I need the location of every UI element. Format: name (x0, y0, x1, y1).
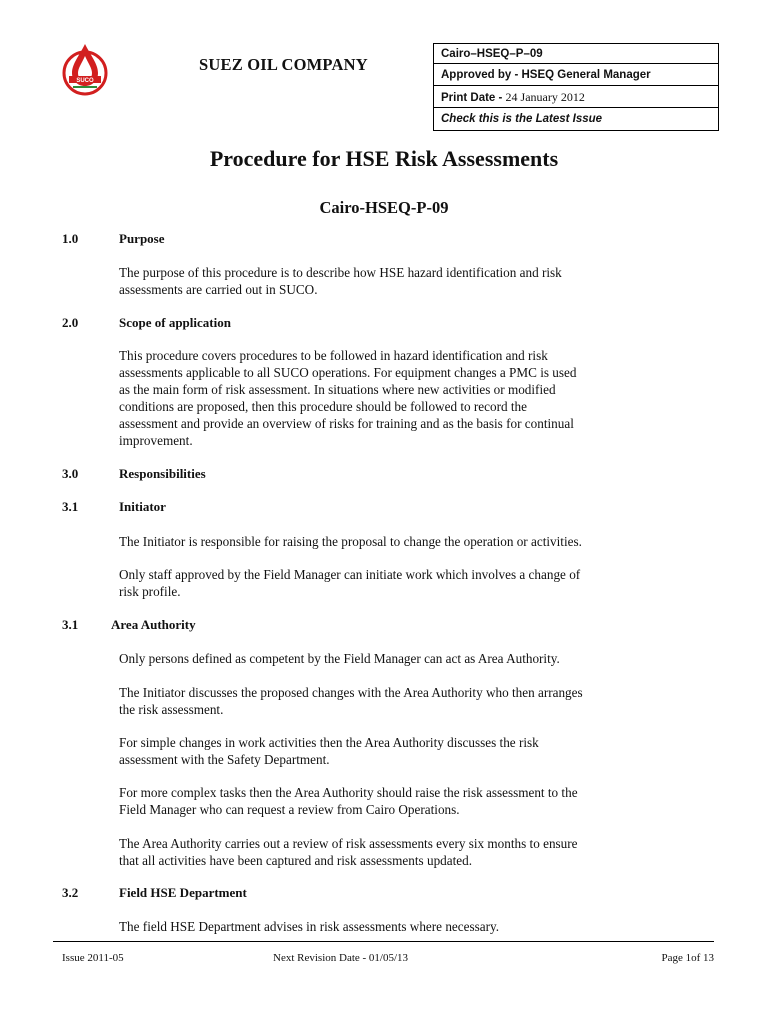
logo-text: SUCO (76, 78, 94, 84)
section-number: 3.2 (62, 885, 79, 900)
footer-revision: Next Revision Date - 01/05/13 (273, 952, 409, 964)
section-number: 3.0 (62, 466, 79, 481)
section-heading: Scope of application (119, 315, 231, 330)
paragraph-area-5: The Area Authority carries out a review of risk assessments every six months to ensure that all activities have been captured and risk assessments updated. (119, 836, 578, 868)
section-heading: Purpose (119, 231, 165, 246)
section-heading: Area Authority (111, 617, 196, 632)
check-note: Check this is the Latest Issue (441, 113, 603, 125)
section-heading: Field HSE Department (119, 885, 247, 900)
doc-ref: Cairo–HSEQ–P–09 (434, 44, 718, 64)
footer-page: Page 1of 13 (661, 952, 714, 964)
paragraph-area-4: For more complex tasks then the Area Authority should raise the risk assessment to the Field Manager who can request a review from Cairo Operations. (119, 785, 578, 817)
paragraph-area-2: The Initiator discusses the proposed changes with the Area Authority who then arranges the risk assessment. (119, 685, 583, 717)
paragraph-purpose: The purpose of this procedure is to describe how HSE hazard identification and risk assessments are carried out in SUCO. (119, 265, 562, 297)
print-date-label: Print Date - (441, 92, 503, 104)
paragraph-initiator-1: The Initiator is responsible for raising the proposal to change the operation or activities. (119, 534, 582, 549)
section-heading: Initiator (119, 499, 166, 514)
paragraph-scope: This procedure covers procedures to be followed in hazard identification and risk assessments applicable to all SUCO operations. For equipment changes a PMC is used as the main form of risk assessment. In situations where new activities or modified conditions are proposed, then this procedure should be followed to record the assessment and provide an overview of risks for training and as the basis for continual improvement. (119, 348, 577, 448)
doc-code: Cairo-HSEQ-P-09 (319, 198, 449, 217)
suco-logo (60, 42, 110, 96)
section-number: 3.1 (62, 499, 79, 514)
print-date-value: 24 January 2012 (505, 90, 585, 104)
section-number: 2.0 (62, 315, 79, 330)
section-heading: Responsibilities (119, 466, 206, 481)
company-name: SUEZ OIL COMPANY (199, 55, 368, 74)
footer-issue: Issue 2011-05 (62, 952, 124, 964)
paragraph-initiator-2: Only staff approved by the Field Manager can initiate work which involves a change of risk profile. (119, 567, 581, 599)
print-date-row (434, 86, 718, 108)
paragraph-area-3: For simple changes in work activities then the Area Authority discusses the risk assessment with the Safety Department. (119, 735, 539, 767)
section-number: 1.0 (62, 231, 79, 246)
footer-divider (53, 941, 714, 942)
document-control-box (433, 43, 719, 131)
page-title: Procedure for HSE Risk Assessments (209, 146, 559, 171)
section-number: 3.1 (62, 617, 79, 632)
approved-by: Approved by - HSEQ General Manager (434, 64, 718, 86)
paragraph-hse-1: The field HSE Department advises in risk assessments where necessary. (119, 919, 500, 934)
paragraph-area-1: Only persons defined as competent by the Field Manager can act as Area Authority. (119, 651, 560, 666)
